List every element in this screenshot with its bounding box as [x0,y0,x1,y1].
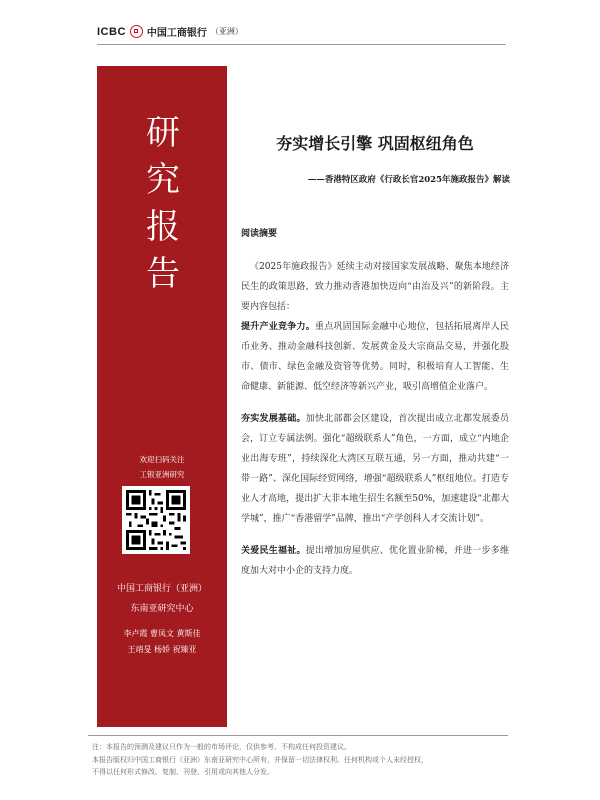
brand-en: ICBC [97,25,126,38]
qr-caption [97,452,227,482]
section-heading: 夯实发展基础。 [241,414,306,424]
intro-paragraph: 《2025年施政报告》延续主动对接国家发展战略、聚焦本地经济民生的政策思路，致力推动香港加快迈向“由治及兴”的新阶段。主要内容包括： [241,262,509,312]
section-heading: 提升产业竞争力。 [241,322,315,332]
org-name: 中国工商银行（亚洲） [116,584,207,594]
report-type-char: 研 [146,113,180,153]
brand-logo [97,24,243,39]
qr-caption-line: 工银亚洲研究 [139,470,185,479]
section-paragraph [241,317,509,397]
document-subtitle: ——香港特区政府《行政长官2025年施政报告》解读 [307,175,510,185]
qr-code-icon[interactable] [122,486,190,554]
disclaimer [92,741,512,779]
authors [97,626,227,658]
sidebar [97,66,227,727]
authors-line: 王靖旻 杨娇 祝臻亚 [127,645,197,654]
report-type-char: 报 [146,207,180,247]
report-type-char: 告 [146,254,180,294]
section-text: 加快北部都会区建设，首次提出成立北都发展委员会，订立专属法例。强化“超级联系人”角色，一方面，成立“内地企业出海专班”，持续深化大湾区互联互通，另一方面，推动共建“一带一路”、深化国际经贸网络，增强“超级联系人”枢纽地位。打造专业人才高地，提出扩大非本地生招生名额至50%，加速建设“北都大学城”，推广“香港留学”品牌，推出“产学创科人才交流计划”。 [241,414,509,524]
section-paragraph [241,409,509,529]
org-info [97,579,227,619]
brand-sub: （亚洲） [210,27,243,36]
qr-caption-line: 欢迎扫码关注 [139,455,185,464]
org-dept: 东南亚研究中心 [130,604,194,614]
section-text: 重点巩固国际金融中心地位，包括拓展离岸人民币业务、推动金融科技创新、发展黄金及大宗商品交易，并强化股市、债市、绿色金融及资管等优势。同时，积极培育人工智能、生命健康、新能源、低空经济等新兴产业，吸引高增值企业落户。 [241,322,509,392]
report-type-char: 究 [146,160,180,200]
header-divider [97,44,506,45]
abstract-body [241,257,509,593]
footer-divider [88,735,508,736]
page-header [0,0,600,52]
authors-line: 李卢霞 曹凤文 黄斯佳 [123,629,201,638]
report-type-title [133,110,193,298]
section-heading: 关爱民生福祉。 [241,546,306,556]
disclaimer-line: 注：本报告的预测及建议只作为一般的市场评论，仅供参考，不构成任何投资建议。 [92,743,351,751]
section-text: 提出增加房屋供应、优化置业阶梯，并进一步多维度加大对中小企的支持力度。 [241,546,509,576]
abstract-heading: 阅读摘要 [241,229,278,239]
section-paragraph [241,541,509,581]
brand-cn: 中国工商银行 [146,28,207,39]
icbc-logo-icon [130,25,143,38]
disclaimer-line: 本报告版权归中国工商银行（亚洲）东南亚研究中心所有，并保留一切法律权利。任何机构或个人未经授权， [92,755,428,764]
document-title: 夯实增长引擎 巩固枢纽角色 [276,134,474,153]
disclaimer-line: 不得以任何形式修改、复制、刊登、引用或向其他人分发。 [92,768,274,776]
